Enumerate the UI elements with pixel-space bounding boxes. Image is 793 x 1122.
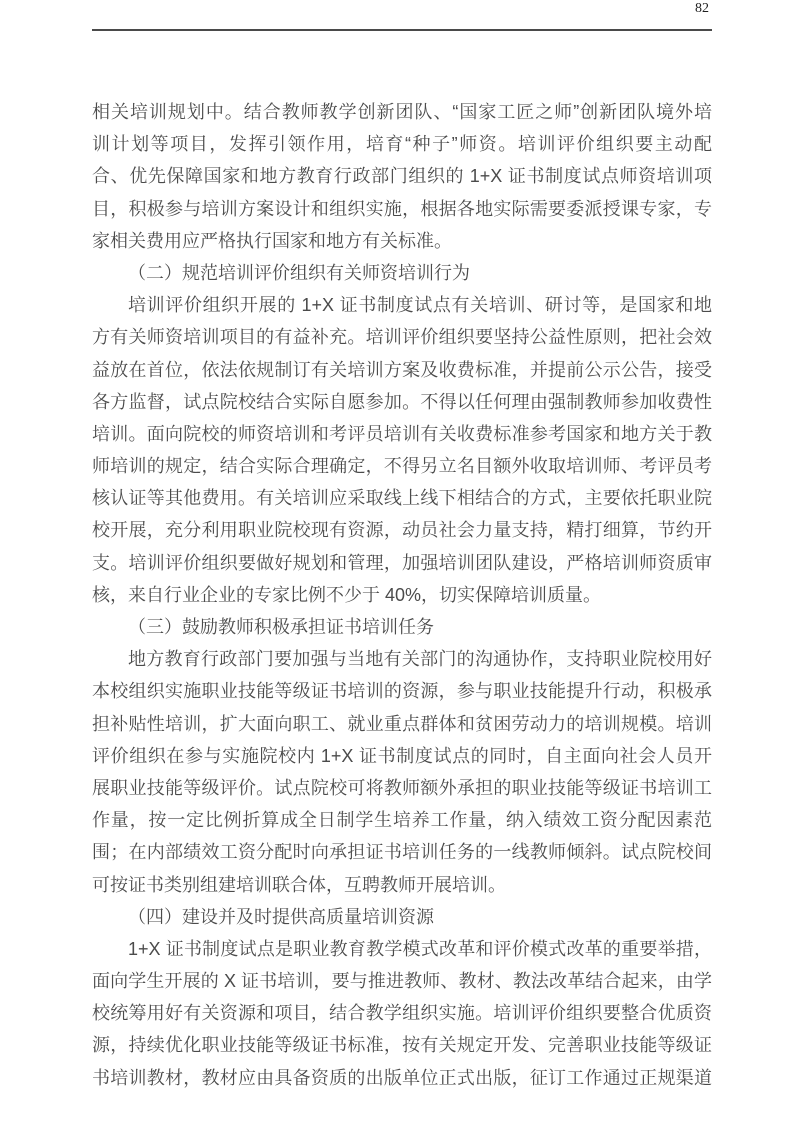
- page-number: 82: [695, 1, 709, 16]
- text-line: 面向学生开展的 X 证书培训，要与推进教师、教材、教法改革结合起来，由学: [92, 971, 712, 992]
- text-line: 培训。面向院校的师资培训和考评员培训有关收费标准参考国家和地方关于教: [92, 423, 712, 444]
- text-line: 训计划等项目，发挥引领作用，培育“种子”师资。培训评价组织要主动配: [92, 134, 712, 155]
- text-line: 评价组织在参与实施院校内 1+X 证书制度试点的同时，自主面向社会人员开: [92, 745, 712, 766]
- text-line: 支。培训评价组织要做好规划和管理，加强培训团队建设，严格培训师资质审: [92, 552, 712, 573]
- text-line: 家相关费用应严格执行国家和地方有关标准。: [92, 230, 452, 251]
- section-heading: （二）规范培训评价组织有关师资培训行为: [128, 262, 470, 283]
- text-line: 师培训的规定，结合实际合理确定，不得另立名目额外收取培训师、考评员考: [92, 456, 712, 477]
- text-line: 本校组织实施职业技能等级证书培训的资源，参与职业技能提升行动，积极承: [92, 681, 712, 702]
- text-line: 展职业技能等级评价。试点院校可将教师额外承担的职业技能等级证书培训工: [92, 777, 712, 798]
- text-line: 方有关师资培训项目的有益补充。培训评价组织要坚持公益性原则，把社会效: [92, 327, 712, 348]
- text-line: 各方监督，试点院校结合实际自愿参加。不得以任何理由强制教师参加收费性: [92, 391, 712, 412]
- text-line: 担补贴性培训，扩大面向职工、就业重点群体和贫困劳动力的培训规模。培训: [92, 713, 712, 734]
- text-line: 校统筹用好有关资源和项目，结合教学组织实施。培训评价组织要整合优质资: [92, 1003, 712, 1024]
- text-line: 合、优先保障国家和地方教育行政部门组织的 1+X 证书制度试点师资培训项: [92, 166, 712, 187]
- text-line: 培训评价组织开展的 1+X 证书制度试点有关培训、研讨等，是国家和地: [128, 295, 712, 316]
- header-rule: [92, 29, 712, 31]
- text-line: 作量，按一定比例折算成全日制学生培养工作量，纳入绩效工资分配因素范: [92, 810, 712, 831]
- text-line: 核，来自行业企业的专家比例不少于 40%，切实保障培训质量。: [92, 584, 602, 605]
- text-line: 核认证等其他费用。有关培训应采取线上线下相结合的方式，主要依托职业院: [92, 488, 712, 509]
- text-line: 围；在内部绩效工资分配时向承担证书培训任务的一线教师倾斜。试点院校间: [92, 842, 712, 863]
- text-line: 益放在首位，依法依规制订有关培训方案及收费标准，并提前公示公告，接受: [92, 359, 712, 380]
- text-line: 校开展，充分利用职业院校现有资源，动员社会力量支持，精打细算，节约开: [92, 520, 712, 541]
- document-body: [92, 96, 712, 1094]
- text-line: 相关培训规划中。结合教师教学创新团队、“国家工匠之师”创新团队境外培: [92, 102, 712, 122]
- text-line: 目，积极参与培训方案设计和组织实施，根据各地实际需要委派授课专家，专: [92, 198, 712, 219]
- text-line: 源，持续优化职业技能等级证书标准，按有关规定开发、完善职业技能等级证: [92, 1035, 712, 1056]
- section-heading: （四）建设并及时提供高质量培训资源: [128, 906, 434, 927]
- text-line: 地方教育行政部门要加强与当地有关部门的沟通协作，支持职业院校用好: [128, 649, 712, 670]
- section-heading: （三）鼓励教师积极承担证书培训任务: [128, 617, 434, 637]
- text-line: 可按证书类别组建培训联合体，互聘教师开展培训。: [92, 874, 506, 895]
- text-line: 书培训教材，教材应由具备资质的出版单位正式出版，征订工作通过正规渠道: [92, 1067, 712, 1088]
- text-line: 1+X 证书制度试点是职业教育教学模式改革和评价模式改革的重要举措，: [128, 938, 712, 959]
